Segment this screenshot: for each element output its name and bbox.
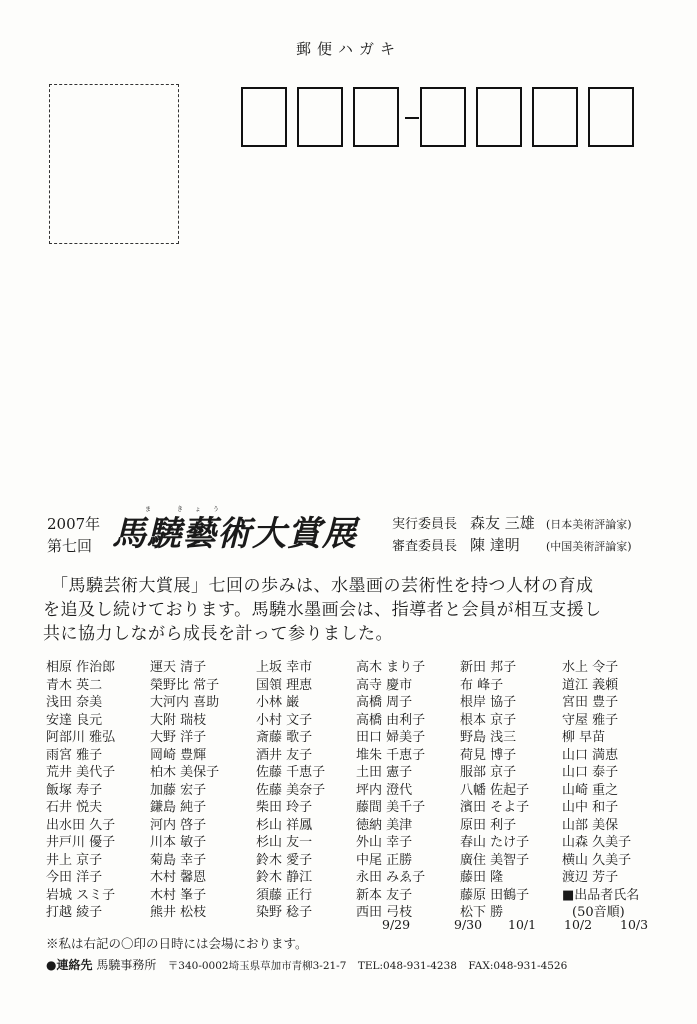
exhibitor-name: 木村 馨恩 xyxy=(150,870,207,885)
exhibitor-name: 石井 悦夫 xyxy=(46,800,103,815)
exhibitor-name: 相原 作治郎 xyxy=(46,660,116,675)
exhibitor-name: 大附 瑞枝 xyxy=(150,712,207,728)
exhibitor-name: 松下 勝 xyxy=(460,905,504,920)
exhibitor-name: 青木 英二 xyxy=(46,677,103,693)
exhibitor-name: 山口 泰子 xyxy=(562,765,619,780)
postal-code-box xyxy=(420,87,466,147)
exhibitor-name: 宮田 豊子 xyxy=(562,695,619,710)
postal-code-separator xyxy=(405,117,419,119)
exhibitor-name: 杉山 友一 xyxy=(256,835,313,850)
exhibitor-name: 水上 令子 xyxy=(562,660,619,675)
exhibitor-name: 根本 京子 xyxy=(460,712,517,728)
exhibitor-name: 雨宮 雅子 xyxy=(46,747,103,763)
exhibitor-name: 浅田 奈美 xyxy=(46,695,103,710)
exhibitor-name: 打越 綾子 xyxy=(46,905,103,920)
postal-code-box xyxy=(532,87,578,147)
exhibitor-name: 鈴木 静江 xyxy=(256,870,313,885)
exhibitor-name: 河内 啓子 xyxy=(150,817,207,833)
event-title: 馬驍藝術大賞展 xyxy=(112,514,357,554)
attendance-line xyxy=(46,917,666,952)
exhibitor-name: 横山 久美子 xyxy=(562,852,632,868)
exhibitor-name: 荒井 美代子 xyxy=(46,765,116,780)
exhibitor-name: 濱田 そよ子 xyxy=(460,800,530,815)
exhibitor-name: 外山 幸子 xyxy=(356,835,413,850)
exhibitor-name: 坪内 澄代 xyxy=(356,782,413,798)
exhibitor-name: 服部 京子 xyxy=(460,765,517,780)
committee-affiliation: (中国美術評論家) xyxy=(546,540,632,553)
exhibitor-name: 山崎 重之 xyxy=(562,782,619,798)
exhibitor-name: 道江 義頼 xyxy=(562,677,619,693)
committee-role: 審査委員長 xyxy=(392,539,458,554)
contact-org: 馬驍事務所 xyxy=(96,958,157,972)
exhibitor-name: 菊島 幸子 xyxy=(150,852,207,868)
event-year: 2007年 xyxy=(47,515,101,533)
attendance-date: 10/1 xyxy=(508,917,537,932)
exhibitor-name: 高寺 慶市 xyxy=(356,677,413,693)
intro-line: 「馬驍芸術大賞展」七回の歩みは、水墨画の芸術性を持つ人材の育成 xyxy=(51,576,594,596)
roster-note-sub: (50音順) xyxy=(572,905,625,920)
exhibitor-name: 鎌島 純子 xyxy=(150,800,207,815)
contact-tel: TEL:048-931-4238 xyxy=(357,960,457,972)
exhibitor-name: 春山 たけ子 xyxy=(460,835,530,850)
exhibitor-name: 安達 良元 xyxy=(46,712,103,728)
contact-line xyxy=(46,956,567,973)
exhibitor-name: 野島 浅三 xyxy=(460,730,517,745)
committee-name: 陳 達明 xyxy=(470,536,520,554)
exhibitor-name: 榮野比 常子 xyxy=(150,677,220,693)
exhibitor-name: 山口 満恵 xyxy=(562,747,619,763)
exhibitor-name: 加藤 宏子 xyxy=(150,782,207,798)
exhibitor-name: 堆朱 千恵子 xyxy=(356,747,426,763)
exhibitor-name: 高橋 由利子 xyxy=(356,712,426,728)
exhibitor-name: 小村 文子 xyxy=(256,712,313,728)
exhibitor-name: 根岸 協子 xyxy=(460,695,517,710)
attendance-date: 9/29 xyxy=(382,917,411,932)
exhibitor-name: 永田 みゑ子 xyxy=(356,870,426,885)
exhibitor-name: 染野 稔子 xyxy=(256,905,313,920)
exhibitor-name: 柳 早苗 xyxy=(562,730,606,745)
exhibitor-name: 出水田 久子 xyxy=(46,817,116,833)
exhibitor-name: 上坂 幸市 xyxy=(256,660,313,675)
attendance-date: 9/30 xyxy=(454,917,483,932)
exhibitor-name: 阿部川 雅弘 xyxy=(46,730,116,745)
exhibitor-name: 飯塚 寿子 xyxy=(46,782,103,798)
roster-column xyxy=(46,659,115,922)
intro-paragraph xyxy=(43,574,663,646)
exhibitor-name: 山森 久美子 xyxy=(562,835,632,850)
contact-address: 〒340-0002埼玉県草加市青柳3-21-7 xyxy=(167,960,347,972)
exhibitor-name: 藤原 田鶴子 xyxy=(460,887,530,903)
exhibitor-name: 中尾 正勝 xyxy=(356,852,413,868)
exhibitor-name: 柴田 玲子 xyxy=(256,800,313,815)
postal-code-box xyxy=(297,87,343,147)
exhibitor-name: 熊井 松枝 xyxy=(150,905,207,920)
exhibitor-name: 山部 美保 xyxy=(562,817,619,833)
exhibitor-name: 大河内 喜助 xyxy=(150,695,220,710)
exhibitor-name: 高木 まり子 xyxy=(356,660,426,675)
postal-code-box xyxy=(241,87,287,147)
exhibitor-name: 新本 友子 xyxy=(356,887,413,903)
roster-column xyxy=(460,659,529,922)
roster-column xyxy=(150,659,219,922)
exhibitor-name: 藤間 美千子 xyxy=(356,800,426,815)
intro-line: を追及し続けております。馬驍水墨画会は、指導者と会員が相互支援し xyxy=(43,600,602,620)
attendance-date: 10/3 xyxy=(620,917,649,932)
exhibitor-name: 藤田 隆 xyxy=(460,870,504,885)
exhibitor-name: 杉山 祥鳳 xyxy=(256,817,313,833)
exhibitor-name: 布 峰子 xyxy=(460,677,504,693)
attendance-text: ※私は右記の〇印の日時には会場におります。 xyxy=(46,936,308,951)
jury-chair xyxy=(392,534,632,555)
exhibitor-name: 佐藤 美奈子 xyxy=(256,782,326,798)
exhibitor-name: 井上 京子 xyxy=(46,852,103,868)
exhibitor-name: 酒井 友子 xyxy=(256,747,313,763)
contact-label: ●連絡先 xyxy=(46,958,93,972)
exhibitor-name: 荷見 博子 xyxy=(460,747,517,763)
exhibitor-name: 井戸川 優子 xyxy=(46,835,116,850)
committee-affiliation: (日本美術評論家) xyxy=(546,518,632,531)
roster-column xyxy=(256,659,325,922)
exhibitor-name: 徳納 美津 xyxy=(356,817,413,833)
committee-role: 実行委員長 xyxy=(392,517,458,532)
exhibitor-name: 川本 敏子 xyxy=(150,835,207,850)
exhibitor-name: 新田 邦子 xyxy=(460,660,517,675)
exhibitor-name: 今田 洋子 xyxy=(46,870,103,885)
committee-chair xyxy=(392,512,632,533)
exhibitor-name: 西田 弓枝 xyxy=(356,905,413,920)
exhibitor-name: 斎藤 歌子 xyxy=(256,730,313,745)
roster-column xyxy=(356,659,425,922)
exhibitor-name: 土田 憲子 xyxy=(356,765,413,780)
exhibitor-name: 須藤 正行 xyxy=(256,887,313,903)
stamp-box xyxy=(49,84,179,244)
attendance-date: 10/2 xyxy=(564,917,593,932)
exhibitor-name: 八幡 佐起子 xyxy=(460,782,530,798)
roster-column xyxy=(562,659,639,922)
event-edition: 第七回 xyxy=(47,537,93,555)
exhibitor-name: 柏木 美保子 xyxy=(150,765,220,780)
exhibitor-name: 小林 巌 xyxy=(256,695,300,710)
exhibitor-name: 運天 清子 xyxy=(150,660,207,675)
exhibitor-name: 山中 和子 xyxy=(562,800,619,815)
exhibitor-name: 国領 理恵 xyxy=(256,677,313,693)
exhibitor-name: 守屋 雅子 xyxy=(562,712,619,728)
exhibitor-name: 渡辺 芳子 xyxy=(562,870,619,885)
exhibitor-name: 木村 峯子 xyxy=(150,887,207,903)
intro-line: 共に協力しながら成長を計って参りました。 xyxy=(43,624,393,644)
committee-name: 森友 三雄 xyxy=(470,514,535,532)
exhibitor-name: 大野 洋子 xyxy=(150,730,207,745)
exhibitor-name: 佐藤 千恵子 xyxy=(256,765,326,780)
exhibitor-name: 岩城 スミ子 xyxy=(46,887,116,903)
exhibitor-name: 廣住 美智子 xyxy=(460,852,530,868)
title-ruby: ま きょう xyxy=(145,506,231,513)
postal-code-box xyxy=(588,87,634,147)
roster-note-label: ■出品者氏名 xyxy=(562,887,640,903)
postcard-header: 郵便ハガキ xyxy=(295,40,401,58)
exhibitor-name: 鈴木 愛子 xyxy=(256,852,313,868)
postal-code-box xyxy=(476,87,522,147)
contact-fax: FAX:048-931-4526 xyxy=(468,960,568,972)
exhibitor-name: 原田 利子 xyxy=(460,817,517,833)
exhibitor-name: 田口 婦美子 xyxy=(356,730,426,745)
exhibitor-name: 岡崎 豊輝 xyxy=(150,747,207,763)
exhibitor-name: 高橋 周子 xyxy=(356,695,413,710)
postal-code-box xyxy=(353,87,399,147)
